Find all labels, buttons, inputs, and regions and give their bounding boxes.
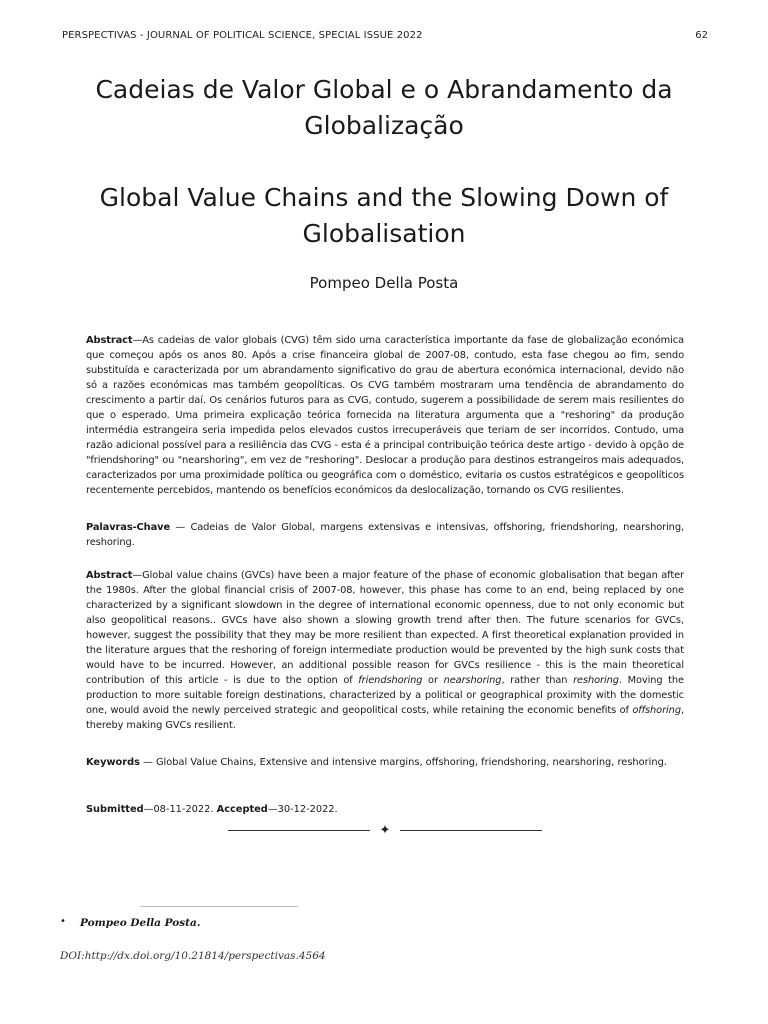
keywords-en-label: Keywords [86,757,140,768]
abstract-en-term-nearshoring: nearshoring [443,675,502,686]
keywords-portuguese [86,520,684,550]
author-name: Pompeo Della Posta [309,274,459,292]
abstract-en-term-offshoring: offshoring [632,705,681,716]
footnote-rule [140,906,298,907]
keywords-en-text: — Global Value Chains, Extensive and intensive margins, offshoring, friendshoring, nearshoring, reshoring. [139,757,667,768]
abstract-pt-text: —As cadeias de valor globais (CVG) têm sido uma característica importante da fase de globalização económica que começou após os anos 80. Após a crise financeira global de 2007-08, contudo, esta fase chegou ao fim, sendo substituída e caracterizada por um abrandamento significativo do grau de abertura económica internacional, devido não só a razões económicas mas também geopolíticas. Os CVG também mostraram uma tendência de abrandamento do crescimento a partir daí. Os cenários futuros para as CVG, contudo, sugerem a possibilidade de serem mais resilientes do que o esperado. Uma primeira explicação teórica fornecida na literatura argumenta que a "reshoring" da produção intermédia estrangeira seria impedida pelos elevados custos irrecuperáveis que teriam de ser incorridos. Contudo, uma razão adicional possível para a resiliência das CVG - esta é a principal contribuição teórica deste artigo - devido à opção de "friendshoring" ou "nearshoring", em vez de "reshoring". Deslocar a produção para destinos estrangeiros mais adequados, caracterizados por uma proximidade política ou geográfica com o doméstico, evitaria os custos estratégicos e geopolíticos recentemente percebidos, mantendo os benefícios económicos da deslocalização, tornando os CVG resilientes. [86,335,684,496]
submission-dates [86,802,684,817]
page-number: 62 [695,30,708,41]
submitted-label: Submitted [86,804,144,815]
keywords-pt-label: Palavras-Chave [86,522,171,533]
abstract-en-text-2: or [422,675,444,686]
divider-line-right [400,830,542,831]
abstract-english [86,568,684,733]
footnote-bullet-icon: • [60,916,66,927]
abstract-en-text-4: . Moving the production to more suitable foreign destinations, characterized by a political or geographical proximity with the domestic one, would avoid the newly perceived strategic and geopolitical costs, while retaining the economic benefits of [86,675,684,716]
keywords-english [86,755,684,770]
abstract-en-text-1: —Global value chains (GVCs) have been a major feature of the phase of economic globalisation that began after the 1980s. After the global financial crisis of 2007-08, however, this phase has come to an end, being replaced by one characterized by a significant slowdown in the degree of international economic openness, due to not only economic but also geopolitical reasons.. GVCs have also shown a slowing growth trend after then. The future scenarios for GVCs, however, suggest the possibility that they may be more resilient than expected. A first theoretical explanation provided in the literature argues that the reshoring of foreign intermediate production would be prevented by the high sunk costs that would have to be incurred. However, an additional possible reason for GVCs resilience - this is the main theoretical contribution of this article - is due to the option of [86,570,684,686]
abstract-en-text-3: , rather than [501,675,574,686]
abstract-portuguese [86,333,684,498]
accepted-date: —30-12-2022. [267,804,338,815]
abstract-pt-label: Abstract [86,335,133,346]
divider-line-left [228,830,370,831]
abstract-en-label: Abstract [86,570,133,581]
running-head: PERSPECTIVAS - JOURNAL OF POLITICAL SCIENCE, SPECIAL ISSUE 2022 [62,30,423,41]
accepted-label: Accepted [216,804,268,815]
submitted-date: —08-11-2022. [143,804,217,815]
abstract-en-term-friendshoring: friendshoring [358,675,423,686]
footnote-author: Pompeo Della Posta. [80,917,201,929]
abstract-en-text-5: , thereby making GVCs resilient. [86,705,684,731]
title-portuguese: Cadeias de Valor Global e o Abrandamento da Globalização [95,75,673,140]
keywords-pt-text: — Cadeias de Valor Global, margens extensivas e intensivas, offshoring, friendshoring, nearshoring, reshoring. [86,522,684,548]
abstract-en-term-reshoring: reshoring [573,675,619,686]
title-english: Global Value Chains and the Slowing Down of Globalisation [99,183,669,248]
doi-link[interactable]: DOI:http://dx.doi.org/10.21814/perspectivas.4564 [60,950,326,962]
section-divider [228,823,542,839]
four-point-star-icon: ✦ [379,823,391,838]
